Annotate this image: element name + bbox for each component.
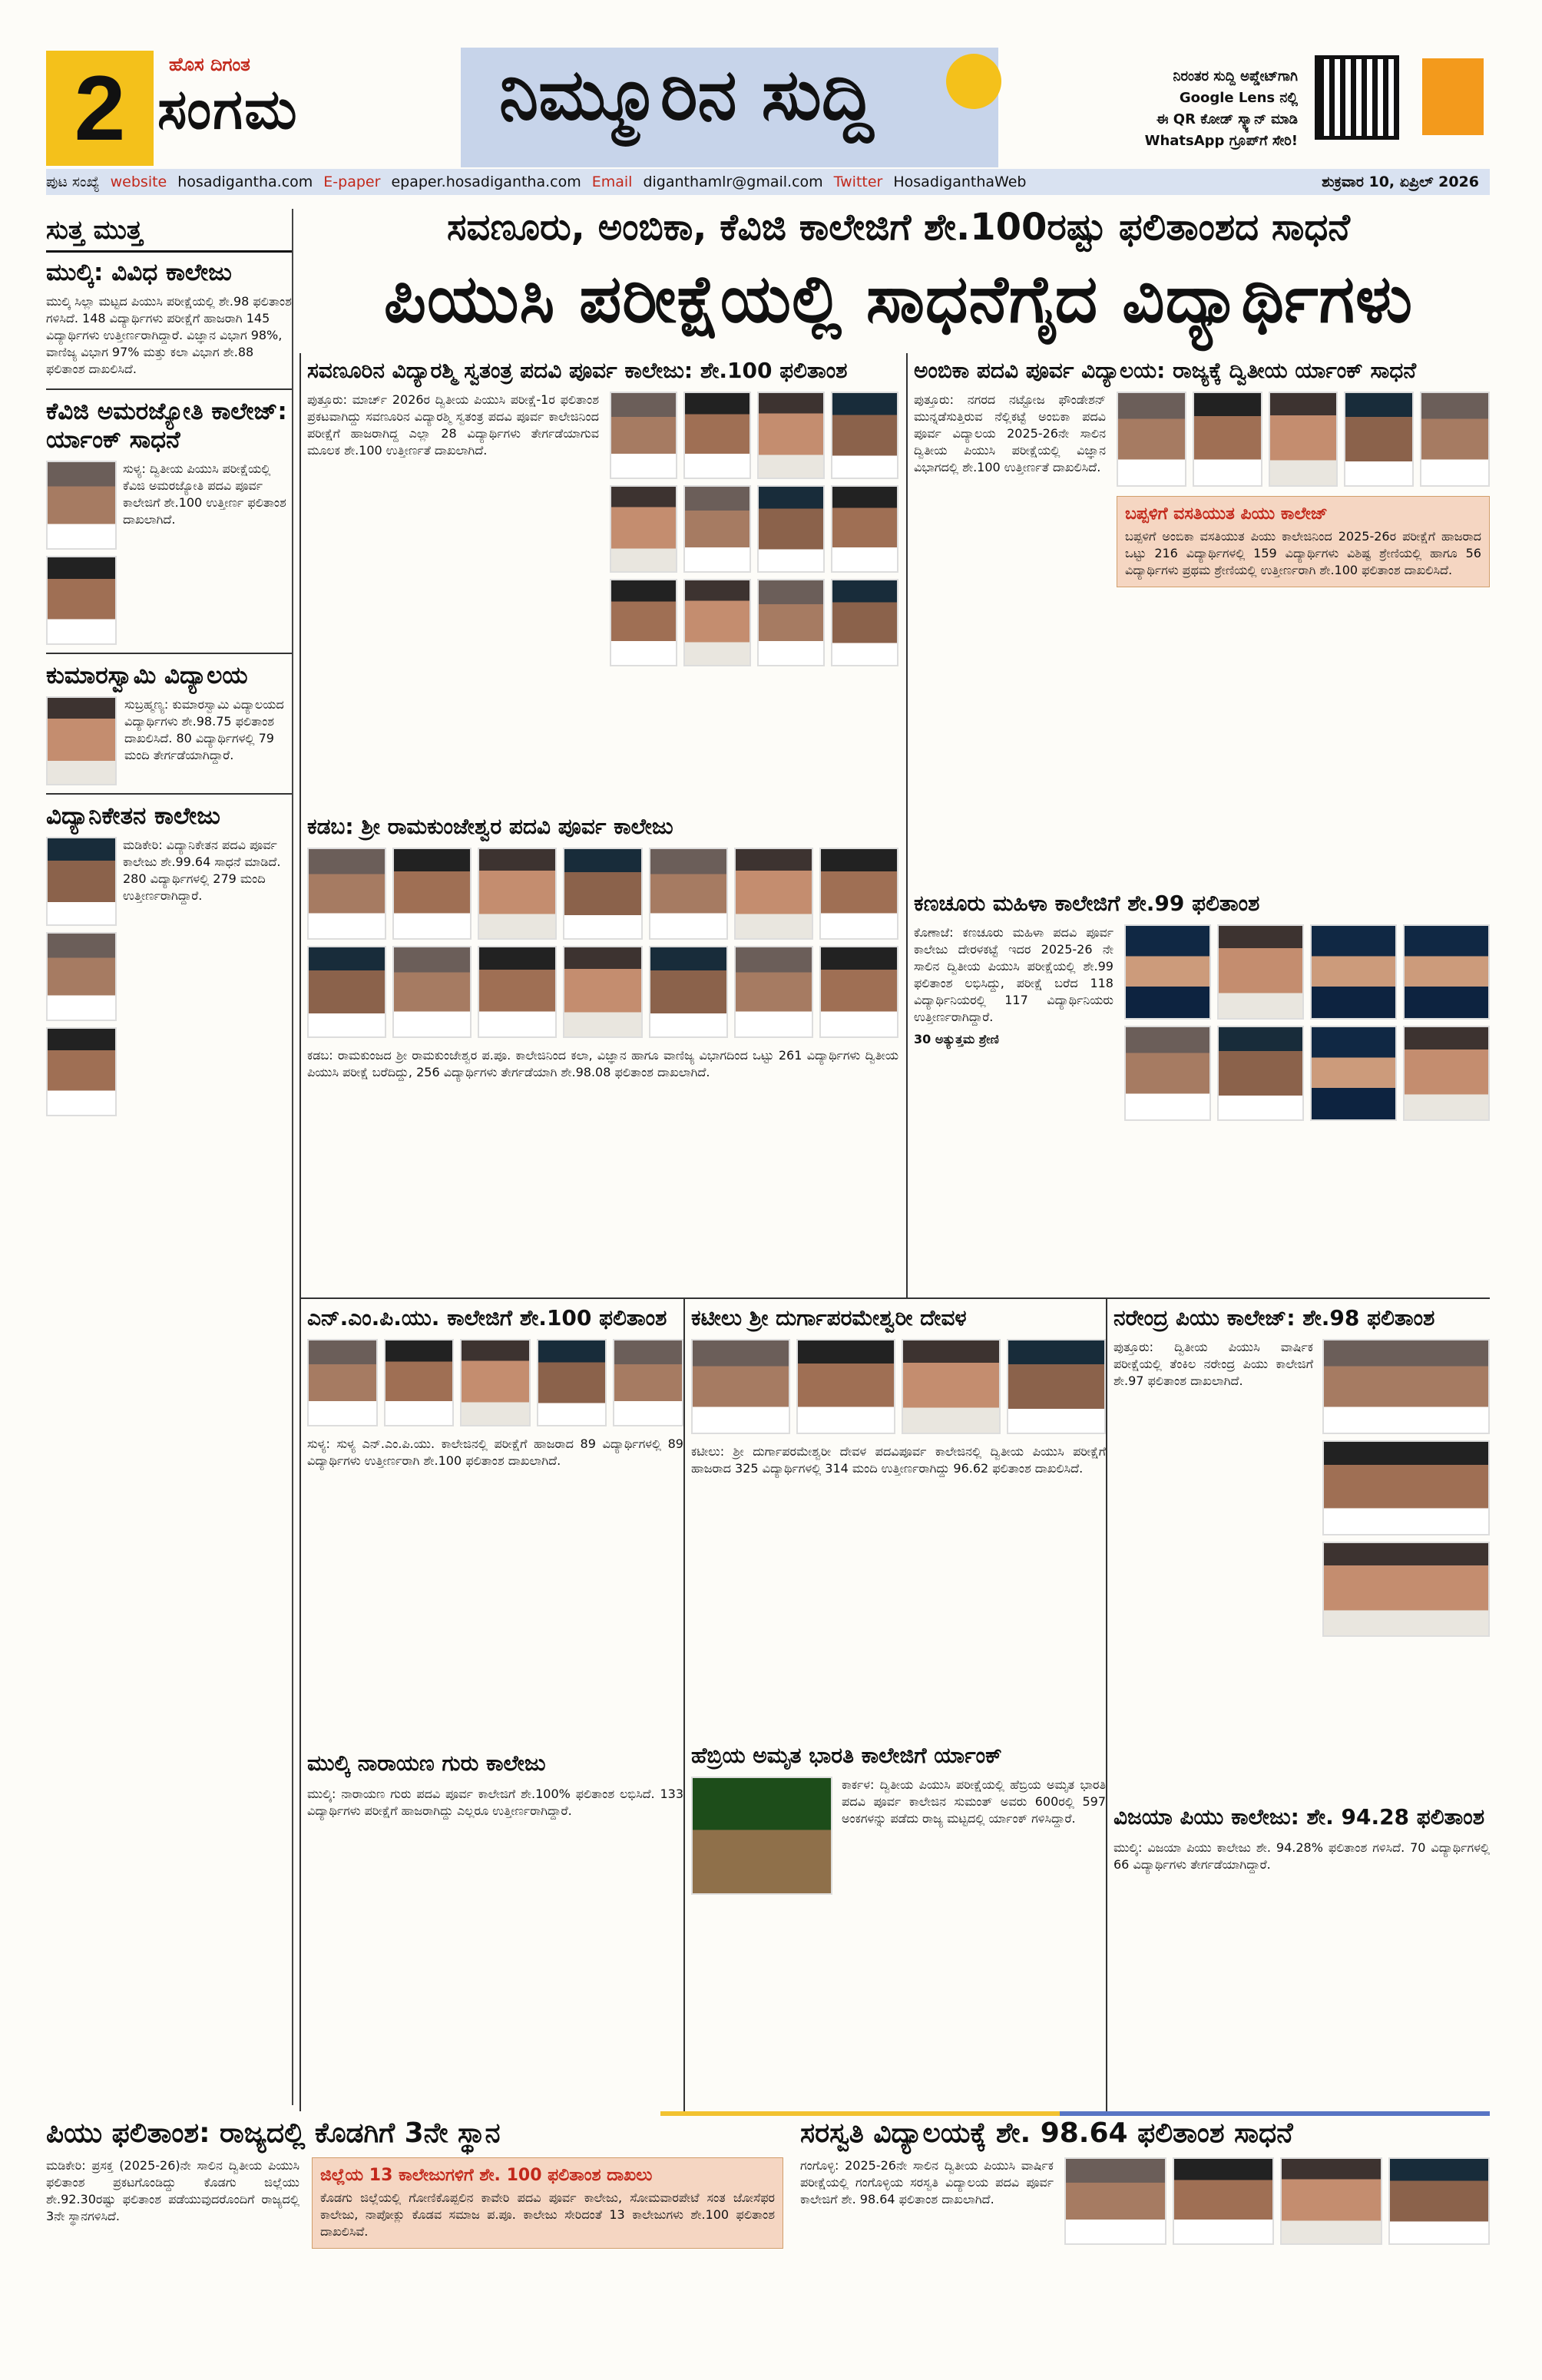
inset-title: ಬಪ್ಪಳಿಗೆ ವಸತಿಯುತ ಪಿಯು ಕಾಲೇಜ್ xyxy=(1125,504,1328,524)
sidebar-item-title: ಮುಲ್ಕಿ: ವಿವಿಧ ಕಾಲೇಜು xyxy=(46,259,232,286)
sidebar-item-title: ವಿದ್ಯಾನಿಕೇತನ ಕಾಲೇಜು xyxy=(46,802,220,830)
story-text: ಮುಲ್ಕಿ: ವಿಜಯಾ ಪಿಯು ಕಾಲೇಜು ಶೇ. 94.28% ಫಲಿತಾಂಶ ಗಳಿಸಿದೆ. 70 ವಿದ್ಯಾರ್ಥಿಗಳಲ್ಲಿ 66 ವಿದ್ಯಾರ್ಥಿಗಳು ತೇರ್ಗಡೆಯಾಗಿದ್ದಾರೆ. xyxy=(1113,1840,1490,1872)
sun-icon xyxy=(946,54,1001,109)
story-text: ಕಟೀಲು: ಶ್ರೀ ದುರ್ಗಾಪರಮೇಶ್ವರೀ ದೇವಳ ಪದವಿಪೂರ್ವ ಕಾಲೇಜಿನಲ್ಲಿ ದ್ವಿತೀಯ ಪಿಯುಸಿ ಪರೀಕ್ಷೆಗೆ ಹಾಜರಾದ 325 ವಿದ್ಯಾರ್ಥಿಗಳಲ್ಲಿ 314 ಮಂದಿ ಉತ್ತೀರ್ಣರಾಗಿದ್ದು 96.62 ಫಲಿತಾಂಶ ದಾಖಲಿಸಿದೆ. xyxy=(691,1444,1106,1476)
inset-title: ಜಿಲ್ಲೆಯ 13 ಕಾಲೇಜುಗಳಿಗೆ ಶೇ. 100 ಫಲಿತಾಂಶ ದಾಖಲು xyxy=(320,2166,653,2185)
student-photo xyxy=(610,485,677,573)
qr-line-3: ಈ QR ಕೋಡ್ ಸ್ಕ್ಯಾನ್ ಮಾಡಿ xyxy=(1156,111,1298,127)
qr-line-2: Google Lens ನಲ್ಲಿ xyxy=(1179,90,1298,106)
headline-kicker: ಸವಣೂರು, ಅಂಬಿಕಾ, ಕೆವಿಜಿ ಕಾಲೇಜಿಗೆ ಶೇ.100ರಷ್ಟು ಫಲಿತಾಂಶದ ಸಾಧನೆ xyxy=(447,206,1350,249)
story-title: ಅಂಬಿಕಾ ಪದವಿ ಪೂರ್ವ ವಿದ್ಯಾಲಯ: ರಾಜ್ಯಕ್ಕೆ ದ್ವಿತೀಯ ರ್ಯಾಂಕ್ ಸಾಧನೆ xyxy=(914,358,1417,383)
student-photo xyxy=(1310,924,1397,1020)
student-photo xyxy=(46,1027,117,1116)
story-text: ಮಡಿಕೇರಿ: ಪ್ರಸಕ್ತ (2025-26)ನೇ ಸಾಲಿನ ದ್ವಿತೀಯ ಪಿಯುಸಿ ಫಲಿತಾಂಶ ಪ್ರಕಟಗೊಂಡಿದ್ದು ಕೊಡಗು ಜಿಲ್ಲೆಯು ಶೇ.92.30ರಷ್ಟು ಫಲಿತಾಂಶ ಪಡೆಯುವುದರೊಂದಿಗೆ ರಾಜ್ಯದಲ್ಲಿ 3ನೇ ಸ್ಥಾನಗಳಿಸಿದೆ. xyxy=(46,2158,299,2223)
brand-big: ಸಂಗಮ xyxy=(157,77,299,141)
story-text: ಪುತ್ತೂರು: ದ್ವಿತೀಯ ಪಿಯುಸಿ ವಾರ್ಷಿಕ ಪರೀಕ್ಷೆಯಲ್ಲಿ ತೆಂಕಿಲ ನರೇಂದ್ರ ಪಿಯು ಕಾಲೇಜಿಗೆ ಶೇ.97 ಫಲಿತಾಂಶ ದಾಖಲಾಗಿದೆ. xyxy=(1113,1340,1313,1388)
student-photo xyxy=(1117,392,1186,487)
sidebar-item-text: ಸುಳ್ಯ: ದ್ವಿತೀಯ ಪಿಯುಸಿ ಪರೀಕ್ಷೆಯಲ್ಲಿ ಕೆವಿಜಿ ಅಮರಜ್ಯೋತಿ ಪದವಿ ಪೂರ್ವ ಕಾಲೇಜಿಗೆ ಶೇ.100 ಉತ್ತೀರ್ಣ ಫಲಿತಾಂಶ ದಾಖಲಾಗಿದೆ. xyxy=(123,461,286,527)
student-photo xyxy=(796,1339,895,1434)
student-photo xyxy=(610,579,677,666)
divider xyxy=(683,1297,685,2111)
story-title: ಪಿಯು ಫಲಿತಾಂಶ: ರಾಜ್ಯದಲ್ಲಿ ಕೊಡಗಿಗೆ 3ನೇ ಸ್ಥಾನ xyxy=(46,2117,501,2149)
story-title: ಹೆಬ್ರಿಯ ಅಮೃತ ಭಾರತಿ ಕಾಲೇಜಿಗೆ ರ್ಯಾಂಕ್ xyxy=(691,1743,1002,1768)
divider xyxy=(299,1297,1490,1299)
student-photo xyxy=(1064,2157,1166,2245)
student-photo xyxy=(307,946,386,1038)
student-photo xyxy=(1344,392,1414,487)
story-title: ನರೇಂದ್ರ ಪಿಯು ಕಾಲೇಜ್: ಶೇ.98 ಫಲಿತಾಂಶ xyxy=(1113,1305,1435,1330)
sidebar-item-text: ಸುಬ್ರಹ್ಮಣ್ಯ: ಕುಮಾರಸ್ವಾಮಿ ವಿದ್ಯಾಲಯದ ವಿದ್ಯಾರ್ಥಿಗಳು ಶೇ.98.75 ಫಲಿತಾಂಶ ದಾಖಲಿಸಿದೆ. 80 ವಿದ್ಯಾರ್ಥಿಗಳಲ್ಲಿ 79 ಮಂದಿ ತೇರ್ಗಡೆಯಾಗಿದ್ದಾರೆ. xyxy=(124,697,284,762)
student-photo xyxy=(392,946,472,1038)
student-photo xyxy=(1217,1026,1304,1121)
student-photo xyxy=(757,579,825,666)
student-photo xyxy=(563,848,642,940)
student-photo xyxy=(1007,1339,1106,1434)
subhead: 30 ಅತ್ಯುತ್ತಮ ಶ್ರೇಣಿ xyxy=(914,1032,999,1046)
epaper-link[interactable]: epaper.hosadigantha.com xyxy=(391,174,581,190)
student-photo xyxy=(46,932,117,1021)
story-narendra xyxy=(1113,1305,1490,1781)
twitter-label: Twitter xyxy=(833,174,883,190)
student-photo xyxy=(1322,1542,1490,1637)
story-hebri xyxy=(691,1743,1106,2073)
bottom-section xyxy=(46,2117,1490,2380)
student-photo xyxy=(460,1339,531,1426)
sidebar-item-1 xyxy=(46,259,292,378)
divider xyxy=(46,793,292,795)
student-photo xyxy=(46,461,117,550)
student-photo xyxy=(831,485,898,573)
event-photo xyxy=(691,1777,832,1895)
student-photo xyxy=(1403,924,1490,1020)
qr-line-1: ನಿರಂತರ ಸುದ್ದಿ ಅಪ್ಡೇಟ್‌ಗಾಗಿ xyxy=(1173,68,1298,84)
inset-box xyxy=(1117,496,1490,587)
website-label: website xyxy=(110,174,167,190)
story-text: ಗಂಗೊಳ್ಳಿ: 2025-26ನೇ ಸಾಲಿನ ದ್ವಿತೀಯ ಪಿಯುಸಿ ವಾರ್ಷಿಕ ಪರೀಕ್ಷೆಯಲ್ಲಿ ಗಂಗೊಳ್ಳಿಯ ಸರಸ್ವತಿ ವಿದ್ಯಾಲಯ ಪದವಿ ಪೂರ್ವ ಕಾಲೇಜಿಗೆ ಶೇ. 98.64 ಫಲಿತಾಂಶ ದಾಖಲಾಗಿದೆ. xyxy=(800,2158,1054,2206)
sidebar-item-text: ಮಡಿಕೇರಿ: ವಿದ್ಯಾನಿಕೇತನ ಪದವಿ ಪೂರ್ವ ಕಾಲೇಜು ಶೇ.99.64 ಸಾಧನೆ ಮಾಡಿದೆ. 280 ವಿದ್ಯಾರ್ಥಿಗಳಲ್ಲಿ 279 ಮಂದಿ ಉತ್ತೀರ್ಣರಾಗಿದ್ದಾರೆ. xyxy=(123,838,281,903)
section-title: ನಿಮ್ಮೂರಿನ ಸುದ್ದಿ xyxy=(499,54,874,136)
story-text: ಪುತ್ತೂರು: ಮಾರ್ಚ್ 2026ರ ದ್ವಿತೀಯ ಪಿಯುಸಿ ಪರೀಕ್ಷೆ-1ರ ಫಲಿತಾಂಶ ಪ್ರಕಟವಾಗಿದ್ದು ಸವಣೂರಿನ ವಿದ್ಯಾರಶ್ಮಿ ಸ್ವತಂತ್ರ ಪದವಿ ಪೂರ್ವ ಕಾಲೇಜಿನಿಂದ ಪರೀಕ್ಷೆಗೆ ಹಾಜರಾಗಿದ್ದ ಎಲ್ಲಾ 28 ವಿದ್ಯಾರ್ಥಿಗಳು ತೇರ್ಗಡೆಯಾಗುವ ಮೂಲಕ ಶೇ.100 ಉತ್ತೀರ್ಣತೆ ದಾಖಲಾಗಿದೆ. xyxy=(307,392,599,458)
story-kateel xyxy=(691,1305,1106,1735)
student-photo xyxy=(683,392,751,479)
student-photo xyxy=(819,946,898,1038)
story-text: ಕಾರ್ಕಳ: ದ್ವಿತೀಯ ಪಿಯುಸಿ ಪರೀಕ್ಷೆಯಲ್ಲಿ ಹೆಬ್ರಿಯ ಅಮೃತ ಭಾರತಿ ಪದವಿ ಪೂರ್ವ ಕಾಲೇಜಿನ ಸುಮಂತ್ ಅವರು 600ರಲ್ಲಿ 597 ಅಂಕಗಳನ್ನು ಪಡೆದು ರಾಜ್ಯ ಮಟ್ಟದಲ್ಲಿ ರ್ಯಾಂಕ್ ಗಳಿಸಿದ್ದಾರೆ. xyxy=(842,1777,1106,1826)
date: ಶುಕ್ರವಾರ 10, ಏಪ್ರಿಲ್ 2026 xyxy=(1322,174,1479,190)
student-photo xyxy=(1310,1026,1397,1121)
student-photo xyxy=(902,1339,1001,1434)
student-photo xyxy=(649,848,728,940)
divider xyxy=(906,353,908,1297)
story-text: ಮುಲ್ಕಿ: ನಾರಾಯಣ ಗುರು ಪದವಿ ಪೂರ್ವ ಕಾಲೇಜಿಗೆ ಶೇ.100% ಫಲಿತಾಂಶ ಲಭಿಸಿದೆ. 133 ವಿದ್ಯಾರ್ಥಿಗಳು ಪರೀಕ್ಷೆಗೆ ಹಾಜರಾಗಿದ್ದು ಎಲ್ಲರೂ ಉತ್ತೀರ್ಣರಾಗಿದ್ದಾರೆ. xyxy=(307,1787,683,1818)
story-nmpu xyxy=(307,1305,683,1720)
student-photo xyxy=(307,1339,378,1426)
student-photo xyxy=(1322,1440,1490,1535)
student-photo xyxy=(1388,2157,1491,2245)
story-vijaya xyxy=(1113,1804,1490,2081)
sidebar-item-title: ಕುಮಾರಸ್ವಾಮಿ ವಿದ್ಯಾಲಯ xyxy=(46,662,248,689)
sidebar-item-text: ಮುಲ್ಕಿ ಸಿಲ್ಲಾ ಮಟ್ಟದ ಪಿಯುಸಿ ಪರೀಕ್ಷೆಯಲ್ಲಿ ಶೇ.98 ಫಲಿತಾಂಶ ಗಳಿಸಿದೆ. 148 ವಿದ್ಯಾರ್ಥಿಗಳು ಪರೀಕ್ಷೆಗೆ ಹಾಜರಾಗಿ 145 ವಿದ್ಯಾರ್ಥಿಗಳು ಉತ್ತೀರ್ಣರಾಗಿದ್ದಾರೆ. ವಿಜ್ಞಾನ ವಿಭಾಗ 98%, ವಾಣಿಜ್ಯ ವಿಭಾಗ 97% ಮತ್ತು ಕಲಾ ವಿಭಾಗ ಶೇ.88 ಫಲಿತಾಂಶ ದಾಖಲಿಸಿದೆ. xyxy=(46,294,292,376)
student-photo xyxy=(46,556,117,645)
inset-box xyxy=(312,2157,783,2249)
story-title: ಎನ್.ಎಂ.ಪಿ.ಯು. ಕಾಲೇಜಿಗೆ ಶೇ.100 ಫಲಿತಾಂಶ xyxy=(307,1305,667,1330)
meta-bar xyxy=(46,169,1490,195)
qr-caption xyxy=(1044,66,1298,152)
story-kanachur xyxy=(914,891,1490,1290)
student-photo xyxy=(478,946,557,1038)
divider xyxy=(46,388,292,390)
story-title: ವಿಜಯಾ ಪಿಯು ಕಾಲೇಜು: ಶೇ. 94.28 ಫಲಿತಾಂಶ xyxy=(1113,1804,1485,1830)
divider xyxy=(299,353,301,2111)
photo-grid xyxy=(307,1339,683,1426)
student-photo xyxy=(1193,392,1262,487)
brand-small: ಹೊಸ ದಿಗಂತ xyxy=(169,54,250,75)
story-title: ಕಡಬ: ಶ್ರೀ ರಾಮಕುಂಜೇಶ್ವರ ಪದವಿ ಪೂರ್ವ ಕಾಲೇಜು xyxy=(307,814,673,839)
story-text: ಸುಳ್ಯ: ಸುಳ್ಯ ಎನ್.ಎಂ.ಪಿ.ಯು. ಕಾಲೇಜಿನಲ್ಲಿ ಪರೀಕ್ಷೆಗೆ ಹಾಜರಾದ 89 ವಿದ್ಯಾರ್ಥಿಗಳಲ್ಲಿ 89 ವಿದ್ಯಾರ್ಥಿಗಳು ಉತ್ತೀರ್ಣರಾಗಿ ಶೇ.100 ಫಲಿತಾಂಶ ದಾಖಲಾಗಿದೆ. xyxy=(307,1436,683,1468)
student-photo xyxy=(831,392,898,479)
sidebar-item-4 xyxy=(46,802,292,1116)
photo-grid xyxy=(691,1339,1106,1434)
orange-accent-bar xyxy=(1422,58,1484,135)
sidebar xyxy=(46,209,293,2105)
story-title: ಕಣಚೂರು ಮಹಿಳಾ ಕಾಲೇಜಿಗೆ ಶೇ.99 ಫಲಿತಾಂಶ xyxy=(914,891,1260,916)
story-text: ಕೊಣಾಜೆ: ಕಣಚೂರು ಮಹಿಳಾ ಪದವಿ ಪೂರ್ವ ಕಾಲೇಜು ದೇರಳಕಟ್ಟೆ ಇದರ 2025-26 ನೇ ಸಾಲಿನ ದ್ವಿತೀಯ ಪಿಯುಸಿ ಪರೀಕ್ಷೆಯಲ್ಲಿ ಶೇ.99 ಫಲಿತಾಂಶ ಲಭಿಸಿದ್ದು, ಪರೀಕ್ಷೆ ಬರೆದ 118 ವಿದ್ಯಾರ್ಥಿನಿಯರಲ್ಲಿ 117 ವಿದ್ಯಾರ್ಥಿನಿಯರು ಉತ್ತೀರ್ಣರಾಗಿದ್ದಾರೆ. xyxy=(914,925,1113,1024)
student-photo xyxy=(734,946,813,1038)
photo-grid xyxy=(1117,392,1490,487)
sidebar-item-title: ಕೆವಿಜಿ ಅಮರಜ್ಯೋತಿ ಕಾಲೇಜ್: ರ್ಯಾಂಕ್ ಸಾಧನೆ xyxy=(46,398,287,454)
student-photo xyxy=(1124,1026,1211,1121)
student-photo xyxy=(610,392,677,479)
student-photo xyxy=(1403,1026,1490,1121)
student-photo xyxy=(392,848,472,940)
story-title: ಮುಲ್ಕಿ ನಾರಾಯಣ ಗುರು ಕಾಲೇಜು xyxy=(307,1750,546,1776)
student-photo xyxy=(683,485,751,573)
page-label: ಪುಟ ಸಂಖ್ಯೆ xyxy=(46,174,100,190)
inset-text: ಕೊಡಗು ಜಿಲ್ಲೆಯಲ್ಲಿ ಗೋಣಿಕೊಪ್ಪಲಿನ ಕಾವೇರಿ ಪದವಿ ಪೂರ್ವ ಕಾಲೇಜು, ಸೋಮವಾರಪೇಟೆ ಸಂತ ಜೋಸೆಫರ ಕಾಲೇಜು, ನಾಪೋಕ್ಲು ಕೊಡವ ಸಮಾಜ ಪ.ಪೂ. ಕಾಲೇಜು ಸೇರಿದಂತೆ 13 ಕಾಲೇಜುಗಳು ಶೇ.100 ಫಲಿತಾಂಶ ದಾಖಲಿಸಿವೆ. xyxy=(320,2190,775,2239)
blue-accent xyxy=(1060,2111,1490,2116)
student-photo xyxy=(1420,392,1490,487)
page-number: 2 xyxy=(46,51,154,166)
story-savanuru xyxy=(307,358,898,818)
student-photo xyxy=(1173,2157,1275,2245)
headline-main: ಪಿಯುಸಿ ಪರೀಕ್ಷೆಯಲ್ಲಿ ಸಾಧನೆಗೈದ ವಿದ್ಯಾರ್ಥಿಗಳು xyxy=(383,261,1414,338)
sidebar-item-3 xyxy=(46,662,292,785)
student-photo xyxy=(563,946,642,1038)
photo-grid xyxy=(307,848,898,1038)
student-photo xyxy=(757,392,825,479)
student-photo xyxy=(384,1339,455,1426)
story-text: ಕಡಬ: ರಾಮಕುಂಜದ ಶ್ರೀ ರಾಮಕುಂಜೇಶ್ವರ ಪ.ಪೂ. ಕಾಲೇಜಿನಿಂದ ಕಲಾ, ವಿಜ್ಞಾನ ಹಾಗೂ ವಾಣಿಜ್ಯ ವಿಭಾಗದಿಂದ ಒಟ್ಟು 261 ವಿದ್ಯಾರ್ಥಿಗಳು ದ್ವಿತೀಯ ಪಿಯುಸಿ ಪರೀಕ್ಷೆ ಬರೆದಿದ್ದು, 256 ವಿದ್ಯಾರ್ಥಿಗಳು ತೇರ್ಗಡೆಯಾಗಿ ಶೇ.98.08 ಫಲಿತಾಂಶ ದಾಖಲಾಗಿದೆ. xyxy=(307,1048,898,1079)
story-ambika xyxy=(914,358,1490,864)
photo-grid xyxy=(610,392,898,666)
student-photo xyxy=(1217,924,1304,1020)
qr-code-icon[interactable] xyxy=(1315,55,1399,140)
student-photo xyxy=(1124,924,1211,1020)
inset-text: ಬಪ್ಪಳಿಗೆ ಅಂಬಿಕಾ ವಸತಿಯುತ ಪಿಯು ಕಾಲೇಜಿನಿಂದ 2025-26ರ ಪರೀಕ್ಷೆಗೆ ಹಾಜರಾದ ಒಟ್ಟು 216 ವಿದ್ಯಾರ್ಥಿಗಳಲ್ಲಿ 159 ವಿದ್ಯಾರ್ಥಿಗಳು ವಿಶಿಷ್ಟ ಶ್ರೇಣಿಯಲ್ಲಿ ಹಾಗೂ 56 ವಿದ್ಯಾರ್ಥಿಗಳು ಪ್ರಥಮ ಶ್ರೇಣಿಯಲ್ಲಿ ಉತ್ತೀರ್ಣರಾಗಿ ಶೇ.100 ಫಲಿತಾಂಶ ದಾಖಲಿಸಿದೆ. xyxy=(1125,529,1481,577)
student-photo xyxy=(831,579,898,666)
student-photo xyxy=(307,848,386,940)
student-photo xyxy=(537,1339,607,1426)
student-photo xyxy=(1280,2157,1382,2245)
student-photo xyxy=(649,946,728,1038)
student-photo xyxy=(478,848,557,940)
sidebar-logo: ಸುತ್ತ ಮುತ್ತ xyxy=(46,215,292,253)
email-label: Email xyxy=(591,174,633,190)
student-photo xyxy=(613,1339,683,1426)
student-photo xyxy=(819,848,898,940)
student-photo xyxy=(683,579,751,666)
twitter-link[interactable]: HosadiganthaWeb xyxy=(893,174,1027,190)
student-photo xyxy=(1322,1339,1490,1434)
epaper-label: E-paper xyxy=(323,174,381,190)
story-title: ಕಟೀಲು ಶ್ರೀ ದುರ್ಗಾಪರಮೇಶ್ವರೀ ದೇವಳ xyxy=(691,1305,967,1330)
student-photo xyxy=(46,696,117,785)
sidebar-item-2 xyxy=(46,398,292,645)
divider xyxy=(1106,1297,1107,2111)
story-mulki-narayana xyxy=(307,1750,683,2073)
student-photo xyxy=(1269,392,1338,487)
story-title: ಸವಣೂರಿನ ವಿದ್ಯಾರಶ್ಮಿ ಸ್ವತಂತ್ರ ಪದವಿ ಪೂರ್ವ ಕಾಲೇಜು: ಶೇ.100 ಫಲಿತಾಂಶ xyxy=(307,358,848,383)
divider xyxy=(46,653,292,654)
photo-grid xyxy=(1124,924,1490,1121)
story-text: ಪುತ್ತೂರು: ನಗರದ ನಟ್ಟೋಜ ಫೌಂಡೇಶನ್ ಮುನ್ನಡೆಸುತ್ತಿರುವ ನೆಲ್ಲಿಕಟ್ಟೆ ಅಂಬಿಕಾ ಪದವಿ ಪೂರ್ವ ವಿದ್ಯಾಲಯ 2025-26ನೇ ಸಾಲಿನ ದ್ವಿತೀಯ ಪಿಯುಸಿ ಪರೀಕ್ಷೆಯಲ್ಲಿ ವಿಜ್ಞಾನ ವಿಭಾಗದಲ್ಲಿ ಶೇ.100 ಉತ್ತೀರ್ಣತೆ ದಾಖಲಿಸಿದೆ. xyxy=(914,392,1106,474)
email-link[interactable]: diganthamlr@gmail.com xyxy=(643,174,823,190)
student-photo xyxy=(691,1339,790,1434)
photo-grid xyxy=(1064,2157,1490,2245)
story-kadaba xyxy=(307,814,898,1313)
student-photo xyxy=(757,485,825,573)
qr-line-4: WhatsApp ಗ್ರೂಪ್‌ಗೆ ಸೇರಿ! xyxy=(1144,133,1298,149)
student-photo xyxy=(46,837,117,926)
student-photo xyxy=(734,848,813,940)
story-title: ಸರಸ್ವತಿ ವಿದ್ಯಾಲಯಕ್ಕೆ ಶೇ. 98.64 ಫಲಿತಾಂಶ ಸಾಧನೆ xyxy=(800,2117,1293,2149)
website-link[interactable]: hosadigantha.com xyxy=(177,174,313,190)
